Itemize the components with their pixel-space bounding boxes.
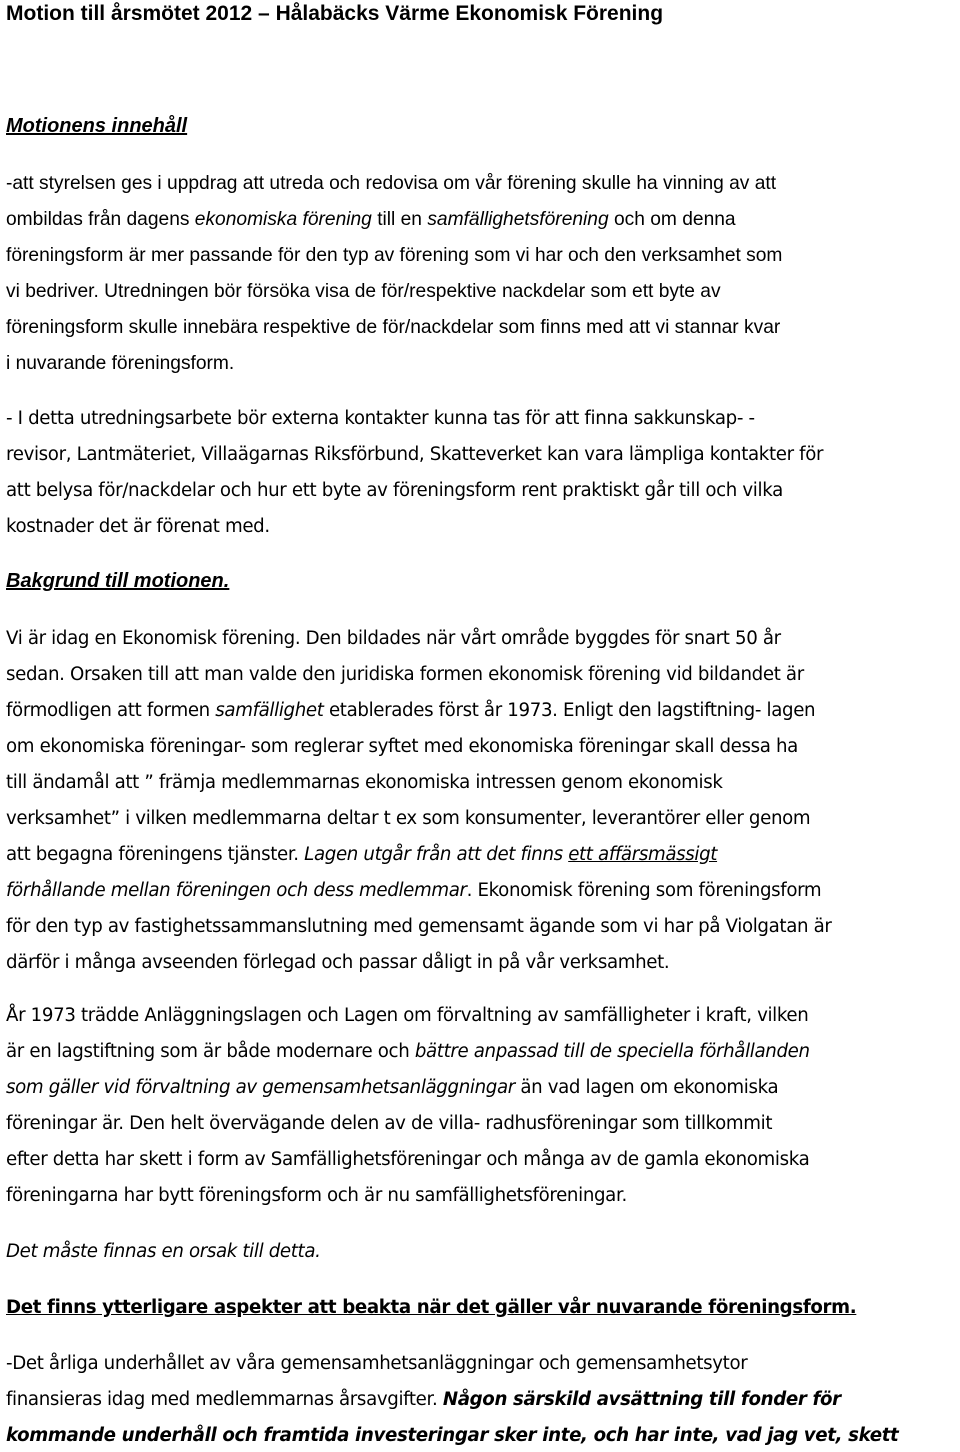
text-line bbox=[6, 274, 954, 310]
background-paragraph-5 bbox=[6, 1346, 954, 1452]
text-span: etablerades först år 1973. Enligt den lagstiftning- lagen bbox=[323, 700, 816, 721]
motion-paragraph-1 bbox=[6, 166, 954, 382]
text-line: att belysa för/nackdelar och hur ett byte av föreningsform rent praktiskt går till och vilka bbox=[6, 480, 783, 501]
text-span: än vad lagen om ekonomiska bbox=[514, 1077, 779, 1098]
text-line bbox=[6, 1034, 954, 1070]
text-line: -att styrelsen ges i uppdrag att utreda och redovisa om vår förening skulle ha vinning av att bbox=[6, 173, 777, 194]
document-title: Motion till årsmötet 2012 – Hålabäcks Värme Ekonomisk Förening bbox=[6, 2, 664, 25]
text-line: därför i många avseenden förlegad och passar dåligt in på vår verksamhet. bbox=[6, 952, 670, 973]
text-line: för den typ av fastighetssammanslutning med gemensamt ägande som vi har på Violgatan är bbox=[6, 916, 832, 937]
italic-phrase: Lagen utgår från att det finns bbox=[304, 844, 569, 865]
text-line bbox=[6, 1070, 954, 1106]
text-line: Det finns ytterligare aspekter att beakta när det gäller vår nuvarande föreningsform. bbox=[6, 1297, 857, 1318]
background-paragraph-1 bbox=[6, 621, 954, 981]
text-line: föreningarna har bytt föreningsform och är nu samfällighetsföreningar. bbox=[6, 1185, 627, 1206]
bold-italic-phrase: Någon särskild avsättning till fonder för bbox=[442, 1389, 841, 1410]
text-span: finansieras idag med medlemmarnas årsavgifter. bbox=[6, 1389, 443, 1410]
text-line: År 1973 trädde Anläggningslagen och Lagen om förvaltning av samfälligheter i kraft, vilken bbox=[6, 1005, 809, 1026]
text-line: föreningsform är mer passande för den typ av förening som vi har och den verksamhet som bbox=[6, 245, 783, 266]
text-span: förmodligen att formen bbox=[6, 700, 216, 721]
text-span: vi bedriver. bbox=[6, 281, 105, 302]
text-line: -Det årliga underhållet av våra gemensamhetsanläggningar och gemensamhetsytor bbox=[6, 1353, 748, 1374]
text-line: verksamhet” i vilken medlemmarna deltar t ex som konsumenter, leverantörer eller genom bbox=[6, 808, 811, 829]
section-heading-motion-content: Motionens innehåll bbox=[6, 115, 188, 137]
italic-phrase: som gäller vid förvaltning av gemensamhetsanläggningar bbox=[6, 1077, 515, 1098]
text-span: att begagna föreningens tjänster. bbox=[6, 844, 305, 865]
italic-underlined-phrase: ett affärsmässigt bbox=[568, 844, 718, 865]
text-line: om ekonomiska föreningar- som reglerar syftet med ekonomiska föreningar skall dessa ha bbox=[6, 736, 798, 757]
background-paragraph-2 bbox=[6, 998, 954, 1214]
text-line: Det måste finnas en orsak till detta. bbox=[6, 1241, 321, 1262]
italic-term: ekonomiska förening bbox=[194, 209, 372, 230]
text-line: - I detta utredningsarbete bör externa kontakter kunna tas för att finna sakkunskap- - bbox=[6, 408, 755, 429]
italic-term: samfällighet bbox=[215, 700, 324, 721]
text-line: Vi är idag en Ekonomisk förening. Den bildades när vårt område byggdes för snart 50 år bbox=[6, 628, 781, 649]
text-line: föreningsform skulle innebära respektive de för/nackdelar som finns med att vi stannar kvar bbox=[6, 317, 781, 338]
text-line: kostnader det är förenat med. bbox=[6, 516, 270, 537]
text-span: Utredningen bör försöka visa de för/respektive nackdelar som ett byte av bbox=[104, 281, 721, 302]
italic-phrase: förhållande mellan föreningen och dess medlemmar bbox=[6, 880, 467, 901]
text-line bbox=[6, 873, 954, 909]
text-span: . Ekonomisk förening som föreningsform bbox=[466, 880, 822, 901]
italic-term: samfällighetsförening bbox=[427, 209, 609, 230]
text-line bbox=[6, 202, 954, 238]
italic-phrase: bättre anpassad till de speciella förhållanden bbox=[414, 1041, 810, 1062]
text-span: ombildas från dagens bbox=[6, 209, 195, 230]
text-span: är en lagstiftning som är både modernare och bbox=[6, 1041, 415, 1062]
motion-paragraph-2 bbox=[6, 401, 954, 545]
section-heading-background: Bakgrund till motionen. bbox=[6, 570, 230, 592]
text-line bbox=[6, 837, 954, 873]
text-line: till ändamål att ” främja medlemmarnas ekonomiska intressen genom ekonomisk bbox=[6, 772, 723, 793]
background-paragraph-3 bbox=[6, 1234, 954, 1270]
text-span: och om denna bbox=[608, 209, 736, 230]
text-line: kommande underhåll och framtida investeringar sker inte, och har inte, vad jag vet, skett bbox=[6, 1425, 899, 1446]
text-line bbox=[6, 693, 954, 729]
text-line: sedan. Orsaken till att man valde den juridiska formen ekonomisk förening vid bildandet är bbox=[6, 664, 804, 685]
text-line: revisor, Lantmäteriet, Villaägarnas Riksförbund, Skatteverket kan vara lämpliga kontakter för bbox=[6, 444, 824, 465]
text-span: till en bbox=[371, 209, 428, 230]
text-line bbox=[6, 1382, 954, 1418]
text-line: i nuvarande föreningsform. bbox=[6, 353, 235, 374]
background-paragraph-4 bbox=[6, 1290, 954, 1326]
text-line: efter detta har skett i form av Samfällighetsföreningar och många av de gamla ekonomiska bbox=[6, 1149, 810, 1170]
text-line: föreningar är. Den helt övervägande delen av de villa- radhusföreningar som tillkommit bbox=[6, 1113, 773, 1134]
